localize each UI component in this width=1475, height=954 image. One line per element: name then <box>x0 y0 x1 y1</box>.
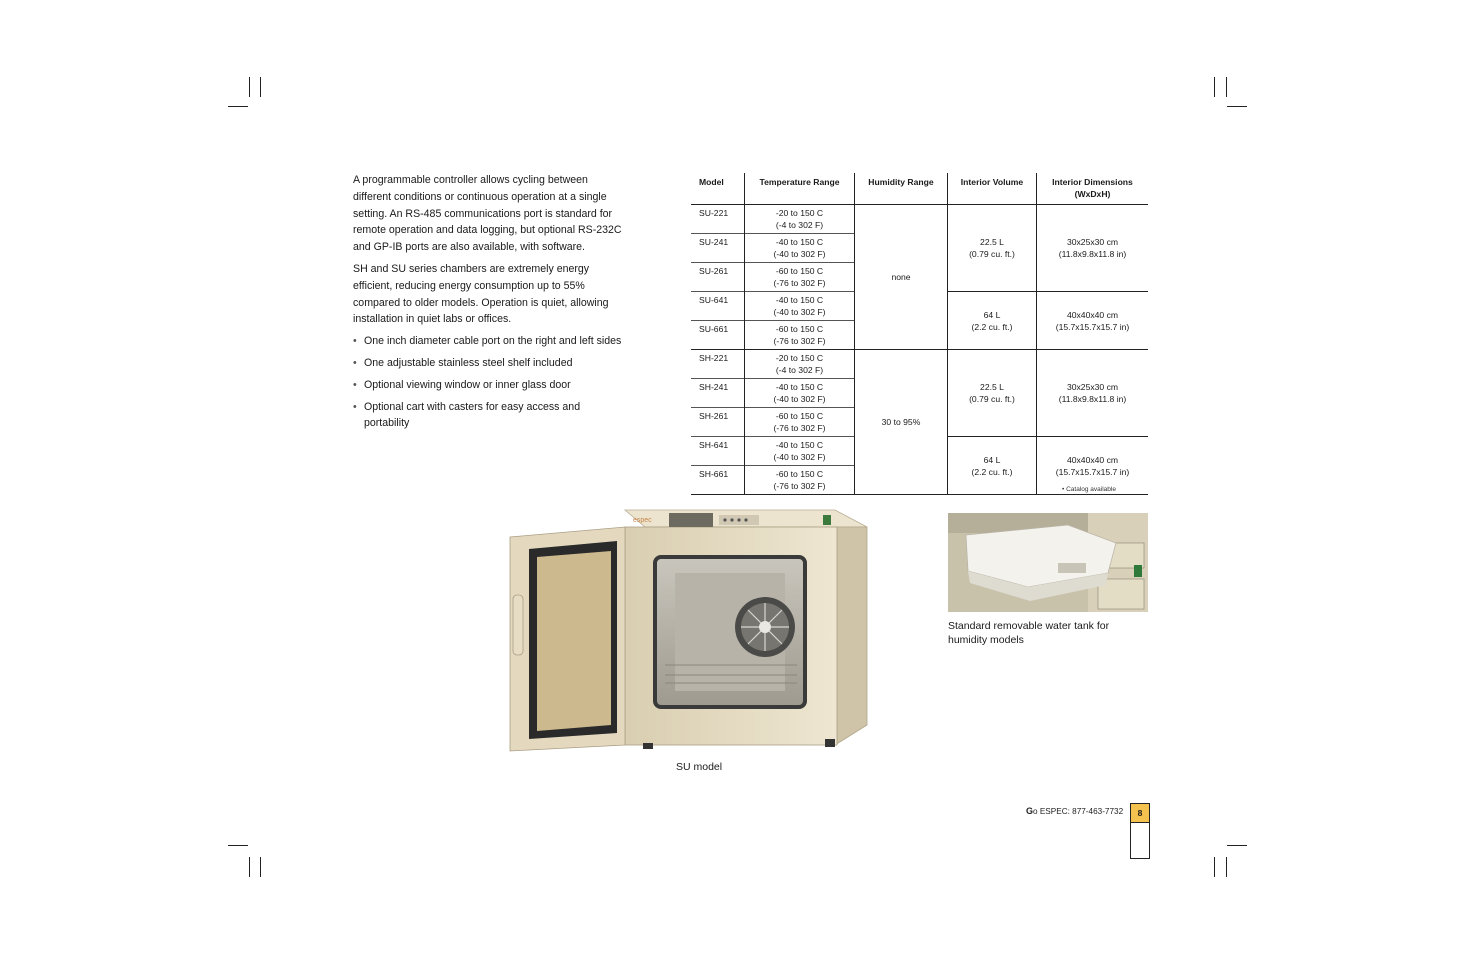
model-cell: SU-221 <box>691 205 745 234</box>
contact-text: o ESPEC: 877-463-7732 <box>1033 807 1124 816</box>
temperature-cell: -40 to 150 C (-40 to 302 F) <box>745 437 855 466</box>
crop-mark <box>1227 845 1247 846</box>
dimensions-cell: 40x40x40 cm (15.7x15.7x15.7 in) <box>1037 437 1149 495</box>
temperature-cell: -60 to 150 C (-76 to 302 F) <box>745 466 855 495</box>
intro-paragraph: SH and SU series chambers are extremely energy efficient, reducing energy consumption up to 55% compared to older models. Operation is quiet, allowing installation in quiet labs or offices. <box>353 262 609 326</box>
column-header-model: Model <box>691 173 745 205</box>
intro-text-block <box>353 172 625 437</box>
table-row <box>691 350 1148 379</box>
crop-mark <box>260 77 261 97</box>
dimensions-cell: 40x40x40 cm (15.7x15.7x15.7 in) <box>1037 292 1149 350</box>
model-cell: SH-221 <box>691 350 745 379</box>
crop-mark <box>249 857 250 877</box>
model-cell: SH-261 <box>691 408 745 437</box>
crop-mark <box>1214 857 1215 877</box>
feature-item: • One adjustable stainless steel shelf included <box>353 355 625 372</box>
feature-item: • One inch diameter cable port on the right and left sides <box>353 333 625 350</box>
crop-mark <box>1226 77 1227 97</box>
dimensions-cell: 30x25x30 cm (11.8x9.8x11.8 in) <box>1037 205 1149 292</box>
water-tank-photo <box>948 513 1148 612</box>
intro-paragraph: A programmable controller allows cycling between different conditions or continuous operation at a single setting. An RS-485 communications port is standard for remote operation and data logging, but optional RS-232C and GP-IB ports are also available, with software. <box>353 174 622 254</box>
catalog-note: • Catalog available <box>1062 486 1116 493</box>
page-number: 8 <box>1130 803 1150 823</box>
temperature-cell: -40 to 150 C (-40 to 302 F) <box>745 379 855 408</box>
bullet-icon: • <box>353 378 357 391</box>
bullet-icon: • <box>353 400 357 413</box>
crop-mark <box>228 106 248 107</box>
su-model-chamber-photo <box>505 505 873 753</box>
humidity-cell: 30 to 95% <box>855 350 948 495</box>
table-row <box>691 205 1148 234</box>
volume-cell: 22.5 L (0.79 cu. ft.) <box>948 350 1037 437</box>
temperature-cell: -40 to 150 C (-40 to 302 F) <box>745 292 855 321</box>
model-cell: SH-241 <box>691 379 745 408</box>
footer-contact <box>1026 806 1123 816</box>
model-cell: SU-661 <box>691 321 745 350</box>
volume-cell: 64 L (2.2 cu. ft.) <box>948 437 1037 495</box>
model-cell: SH-661 <box>691 466 745 495</box>
crop-mark <box>249 77 250 97</box>
volume-cell: 22.5 L (0.79 cu. ft.) <box>948 205 1037 292</box>
temperature-cell: -60 to 150 C (-76 to 302 F) <box>745 408 855 437</box>
feature-item: • Optional cart with casters for easy access and portability <box>353 400 581 430</box>
brand-initial: G <box>1026 806 1034 816</box>
column-header-temperature: Temperature Range <box>745 173 855 205</box>
column-header-humidity: Humidity Range <box>855 173 948 205</box>
bullet-icon: • <box>353 356 357 369</box>
crop-mark <box>228 845 248 846</box>
temperature-cell: -60 to 150 C (-76 to 302 F) <box>745 321 855 350</box>
crop-mark <box>1214 77 1215 97</box>
crop-mark <box>1227 106 1247 107</box>
water-tank-caption: Standard removable water tank for humidity models <box>948 620 1110 646</box>
temperature-cell: -20 to 150 C (-4 to 302 F) <box>745 205 855 234</box>
volume-cell: 64 L (2.2 cu. ft.) <box>948 292 1037 350</box>
temperature-cell: -60 to 150 C (-76 to 302 F) <box>745 263 855 292</box>
page-tab-outline <box>1130 822 1150 859</box>
feature-list <box>353 333 625 432</box>
temperature-cell: -40 to 150 C (-40 to 302 F) <box>745 234 855 263</box>
model-cell: SU-641 <box>691 292 745 321</box>
humidity-cell: none <box>855 205 948 350</box>
svg-text:espec: espec <box>633 517 652 524</box>
temperature-cell: -20 to 150 C (-4 to 302 F) <box>745 350 855 379</box>
crop-mark <box>1226 857 1227 877</box>
bullet-icon: • <box>353 335 357 348</box>
model-cell: SU-261 <box>691 263 745 292</box>
column-header-dimensions: Interior Dimensions (WxDxH) <box>1037 173 1149 205</box>
column-header-volume: Interior Volume <box>948 173 1037 205</box>
feature-item: • Optional viewing window or inner glass door <box>353 377 625 394</box>
crop-mark <box>260 857 261 877</box>
model-cell: SH-641 <box>691 437 745 466</box>
spec-table <box>691 173 1148 495</box>
table-header-row <box>691 173 1148 205</box>
su-model-caption: SU model <box>676 761 723 773</box>
model-cell: SU-241 <box>691 234 745 263</box>
dimensions-cell: 30x25x30 cm (11.8x9.8x11.8 in) <box>1037 350 1149 437</box>
